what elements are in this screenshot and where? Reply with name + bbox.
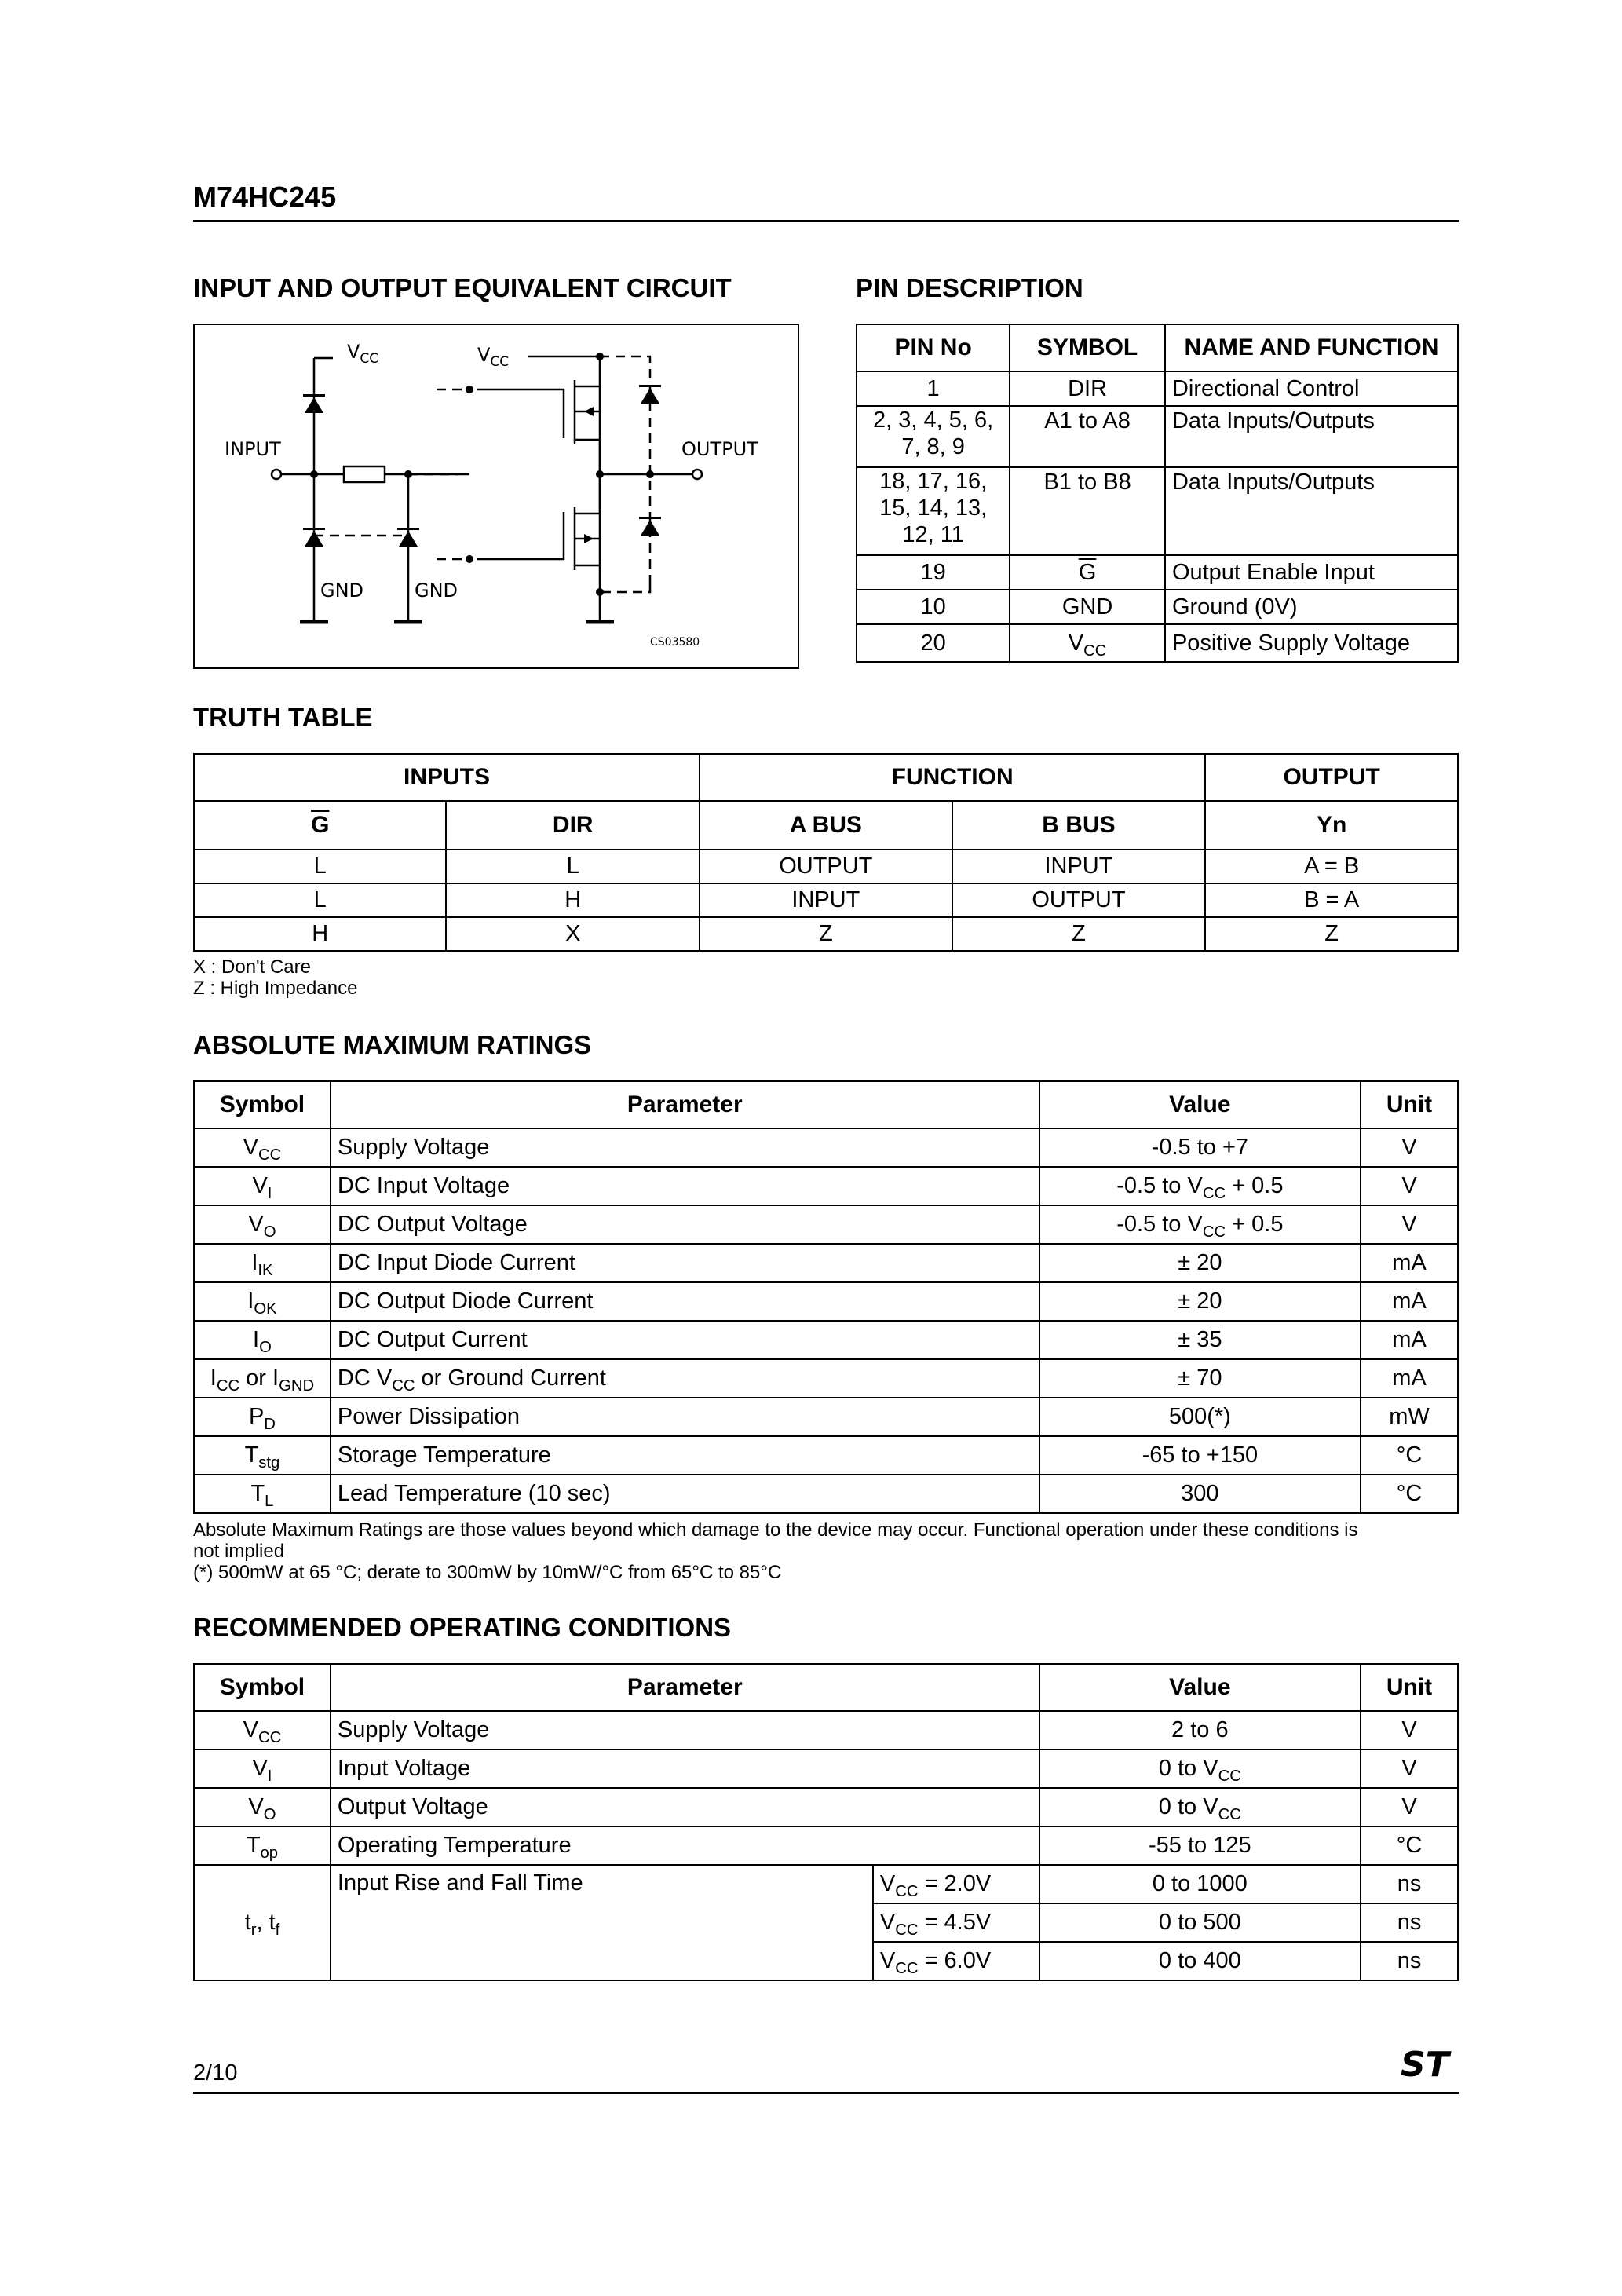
pin-function: Ground (0V) bbox=[1165, 590, 1458, 624]
a-bus-header: A BUS bbox=[700, 801, 952, 850]
table-row bbox=[857, 406, 1458, 467]
value-cell: ± 70 bbox=[1039, 1359, 1361, 1398]
table-row bbox=[194, 1167, 1458, 1205]
function-group: FUNCTION bbox=[700, 754, 1205, 801]
symbol-cell: $T_{op}$ bbox=[194, 1826, 331, 1865]
value-cell: -65 to +150 bbox=[1039, 1436, 1361, 1475]
parameter-header: Parameter bbox=[331, 1664, 1039, 1711]
table-cell: H bbox=[446, 883, 700, 917]
unit-cell: ns bbox=[1361, 1865, 1458, 1903]
table-row bbox=[194, 1398, 1458, 1436]
footer-rule bbox=[193, 2092, 1459, 2094]
value-cell: 0 to $V_{CC}$ bbox=[1039, 1749, 1361, 1788]
table-cell: OUTPUT bbox=[952, 883, 1206, 917]
parameter-cell: Supply Voltage bbox=[331, 1711, 1039, 1749]
table-cell: L bbox=[194, 850, 446, 883]
table-cell: INPUT bbox=[700, 883, 952, 917]
abs-max-note-2: not implied bbox=[193, 1541, 285, 1562]
input-label: INPUT bbox=[225, 438, 281, 460]
table-row bbox=[194, 1205, 1458, 1244]
symbol-cell: $V_{CC}$ bbox=[194, 1711, 331, 1749]
pin-function: Data Inputs/Outputs bbox=[1165, 467, 1458, 555]
abs-max-notes bbox=[193, 1519, 1459, 1583]
rec-op-header bbox=[194, 1664, 1458, 1711]
table-row bbox=[194, 850, 1458, 883]
abs-max-note-3: (*) 500mW at 65 °C; derate to 300mW by 10mW/°C from 65°C to 85°C bbox=[193, 1562, 782, 1583]
pin-number: 1 bbox=[857, 371, 1010, 406]
table-row bbox=[857, 590, 1458, 624]
page-number: 2/10 bbox=[193, 2060, 238, 2086]
pin-symbol: B1 to B8 bbox=[1010, 467, 1165, 555]
unit-cell: mW bbox=[1361, 1398, 1458, 1436]
truth-table bbox=[193, 753, 1459, 952]
condition-cell: $V_{CC} = 2.0V$ bbox=[873, 1865, 1039, 1903]
pin-function: Positive Supply Voltage bbox=[1165, 624, 1458, 662]
condition-cell: $V_{CC} = 4.5V$ bbox=[873, 1903, 1039, 1942]
header-rule bbox=[193, 220, 1459, 222]
pin-symbol: $V_{CC}$ bbox=[1010, 624, 1165, 662]
unit-cell: ns bbox=[1361, 1903, 1458, 1942]
value-cell: 300 bbox=[1039, 1475, 1361, 1513]
value-cell: -0.5 to $V_{CC} + 0.5$ bbox=[1039, 1167, 1361, 1205]
symbol-cell: $V_I$ bbox=[194, 1167, 331, 1205]
table-row bbox=[857, 555, 1458, 590]
value-cell: -0.5 to $V_{CC} + 0.5$ bbox=[1039, 1205, 1361, 1244]
pin-description-title: PIN DESCRIPTION bbox=[856, 273, 1083, 302]
table-cell: B = A bbox=[1205, 883, 1458, 917]
symbol-cell: $P_D$ bbox=[194, 1398, 331, 1436]
parameter-cell: Storage Temperature bbox=[331, 1436, 1039, 1475]
circuit-title: INPUT AND OUTPUT EQUIVALENT CIRCUIT bbox=[193, 273, 732, 302]
table-row bbox=[857, 371, 1458, 406]
unit-cell: mA bbox=[1361, 1321, 1458, 1359]
inputs-group: INPUTS bbox=[194, 754, 700, 801]
symbol-cell: $I_{CC}$ or $I_{GND}$ bbox=[194, 1359, 331, 1398]
value-header: Value bbox=[1039, 1664, 1361, 1711]
pin-symbol: GND bbox=[1010, 590, 1165, 624]
truth-group-header bbox=[194, 754, 1458, 801]
symbol-cell: $I_{IK}$ bbox=[194, 1244, 331, 1282]
pin-no-header: PIN No bbox=[857, 324, 1010, 371]
abs-max-title: ABSOLUTE MAXIMUM RATINGS bbox=[193, 1030, 592, 1059]
value-cell: 0 to 1000 bbox=[1039, 1865, 1361, 1903]
unit-cell: °C bbox=[1361, 1475, 1458, 1513]
pin-number: 2, 3, 4, 5, 6, 7, 8, 9 bbox=[857, 406, 1010, 467]
parameter-cell: Operating Temperature bbox=[331, 1826, 1039, 1865]
parameter-cell: Input Voltage bbox=[331, 1749, 1039, 1788]
symbol-cell: $I_O$ bbox=[194, 1321, 331, 1359]
table-row bbox=[194, 1475, 1458, 1513]
table-row bbox=[194, 1128, 1458, 1167]
table-cell: Z bbox=[1205, 917, 1458, 951]
table-row bbox=[194, 1865, 1458, 1903]
unit-cell: V bbox=[1361, 1167, 1458, 1205]
condition-cell: $V_{CC} = 6.0V$ bbox=[873, 1942, 1039, 1980]
symbol-header: Symbol bbox=[194, 1081, 331, 1128]
yn-header: Yn bbox=[1205, 801, 1458, 850]
table-cell: X bbox=[446, 917, 700, 951]
table-cell: L bbox=[446, 850, 700, 883]
unit-cell: ns bbox=[1361, 1942, 1458, 1980]
pin-description-table bbox=[856, 324, 1459, 663]
parameter-cell: Lead Temperature (10 sec) bbox=[331, 1475, 1039, 1513]
truth-notes bbox=[193, 956, 357, 999]
dir-header: DIR bbox=[446, 801, 700, 850]
pin-function: Data Inputs/Outputs bbox=[1165, 406, 1458, 467]
parameter-header: Parameter bbox=[331, 1081, 1039, 1128]
table-row bbox=[194, 917, 1458, 951]
circuit-code: CS03580 bbox=[650, 636, 700, 649]
table-row bbox=[194, 883, 1458, 917]
pin-function: Output Enable Input bbox=[1165, 555, 1458, 590]
truth-table-title: TRUTH TABLE bbox=[193, 703, 373, 732]
value-cell: -55 to 125 bbox=[1039, 1826, 1361, 1865]
unit-cell: °C bbox=[1361, 1436, 1458, 1475]
pin-number: 20 bbox=[857, 624, 1010, 662]
abs-max-header bbox=[194, 1081, 1458, 1128]
document-title: M74HC245 bbox=[193, 181, 337, 213]
unit-header: Unit bbox=[1361, 1081, 1458, 1128]
unit-cell: V bbox=[1361, 1711, 1458, 1749]
symbol-cell: $t_r$, $t_f$ bbox=[194, 1865, 331, 1980]
value-cell: ± 20 bbox=[1039, 1244, 1361, 1282]
parameter-cell: Input Rise and Fall Time bbox=[331, 1865, 873, 1980]
parameter-cell: DC $V_{CC}$ or Ground Current bbox=[331, 1359, 1039, 1398]
pin-number: 18, 17, 16, 15, 14, 13, 12, 11 bbox=[857, 467, 1010, 555]
table-row bbox=[194, 1282, 1458, 1321]
parameter-cell: DC Output Voltage bbox=[331, 1205, 1039, 1244]
value-cell: 0 to $V_{CC}$ bbox=[1039, 1788, 1361, 1826]
parameter-cell: Power Dissipation bbox=[331, 1398, 1039, 1436]
st-logo-icon bbox=[1399, 2045, 1459, 2081]
pin-table-header bbox=[857, 324, 1458, 371]
table-cell: INPUT bbox=[952, 850, 1206, 883]
svg-text:ST: ST bbox=[1401, 2045, 1449, 2081]
symbol-header: SYMBOL bbox=[1010, 324, 1165, 371]
parameter-cell: DC Output Current bbox=[331, 1321, 1039, 1359]
value-cell: 0 to 500 bbox=[1039, 1903, 1361, 1942]
symbol-header: Symbol bbox=[194, 1664, 331, 1711]
value-cell: ± 35 bbox=[1039, 1321, 1361, 1359]
table-row bbox=[194, 1244, 1458, 1282]
note-high-impedance: Z : High Impedance bbox=[193, 978, 358, 999]
truth-column-header bbox=[194, 801, 1458, 850]
table-row bbox=[194, 1788, 1458, 1826]
abs-max-table bbox=[193, 1080, 1459, 1514]
equivalent-circuit-diagram bbox=[193, 324, 799, 669]
function-header: NAME AND FUNCTION bbox=[1165, 324, 1458, 371]
unit-cell: mA bbox=[1361, 1359, 1458, 1398]
output-label: OUTPUT bbox=[681, 438, 758, 460]
symbol-cell: $I_{OK}$ bbox=[194, 1282, 331, 1321]
pin-number: 10 bbox=[857, 590, 1010, 624]
parameter-cell: DC Input Diode Current bbox=[331, 1244, 1039, 1282]
pin-symbol: DIR bbox=[1010, 371, 1165, 406]
pin-number: 19 bbox=[857, 555, 1010, 590]
table-cell: A = B bbox=[1205, 850, 1458, 883]
table-cell: H bbox=[194, 917, 446, 951]
unit-cell: mA bbox=[1361, 1244, 1458, 1282]
unit-cell: V bbox=[1361, 1788, 1458, 1826]
vcc-label-left: $V_{CC}$ bbox=[347, 341, 379, 367]
symbol-cell: $V_{CC}$ bbox=[194, 1128, 331, 1167]
st-logo bbox=[1399, 2045, 1459, 2081]
table-cell: Z bbox=[700, 917, 952, 951]
pin-function: Directional Control bbox=[1165, 371, 1458, 406]
pin-symbol: A1 to A8 bbox=[1010, 406, 1165, 467]
symbol-cell: $T_{stg}$ bbox=[194, 1436, 331, 1475]
parameter-cell: Output Voltage bbox=[331, 1788, 1039, 1826]
circuit-schematic bbox=[195, 325, 798, 667]
table-cell: OUTPUT bbox=[700, 850, 952, 883]
parameter-cell: DC Input Voltage bbox=[331, 1167, 1039, 1205]
unit-cell: V bbox=[1361, 1205, 1458, 1244]
symbol-cell: $V_O$ bbox=[194, 1788, 331, 1826]
unit-header: Unit bbox=[1361, 1664, 1458, 1711]
table-row bbox=[194, 1749, 1458, 1788]
value-cell: -0.5 to +7 bbox=[1039, 1128, 1361, 1167]
parameter-cell: Supply Voltage bbox=[331, 1128, 1039, 1167]
table-row bbox=[194, 1321, 1458, 1359]
symbol-cell: $V_I$ bbox=[194, 1749, 331, 1788]
table-row bbox=[857, 624, 1458, 662]
table-row bbox=[194, 1359, 1458, 1398]
value-cell: 500(*) bbox=[1039, 1398, 1361, 1436]
g-header: $\overline{G}$ bbox=[194, 801, 446, 850]
value-header: Value bbox=[1039, 1081, 1361, 1128]
vcc-label-right: $V_{CC}$ bbox=[477, 344, 510, 370]
value-cell: 2 to 6 bbox=[1039, 1711, 1361, 1749]
rec-op-title: RECOMMENDED OPERATING CONDITIONS bbox=[193, 1613, 732, 1642]
table-row bbox=[194, 1826, 1458, 1865]
table-cell: L bbox=[194, 883, 446, 917]
unit-cell: °C bbox=[1361, 1826, 1458, 1865]
table-row bbox=[857, 467, 1458, 555]
table-cell: Z bbox=[952, 917, 1206, 951]
symbol-cell: $V_O$ bbox=[194, 1205, 331, 1244]
value-cell: ± 20 bbox=[1039, 1282, 1361, 1321]
unit-cell: V bbox=[1361, 1749, 1458, 1788]
rec-op-table bbox=[193, 1663, 1459, 1981]
abs-max-note-1: Absolute Maximum Ratings are those values beyond which damage to the device may occur. Functional operation under these conditions is bbox=[193, 1519, 1358, 1541]
output-group: OUTPUT bbox=[1205, 754, 1458, 801]
unit-cell: V bbox=[1361, 1128, 1458, 1167]
pin-symbol: $\overline{G}$ bbox=[1010, 555, 1165, 590]
gnd-label-2: GND bbox=[415, 579, 458, 601]
symbol-cell: $T_L$ bbox=[194, 1475, 331, 1513]
table-row bbox=[194, 1711, 1458, 1749]
parameter-cell: DC Output Diode Current bbox=[331, 1282, 1039, 1321]
note-dont-care: X : Don't Care bbox=[193, 956, 311, 978]
table-row bbox=[194, 1436, 1458, 1475]
b-bus-header: B BUS bbox=[952, 801, 1206, 850]
gnd-label-1: GND bbox=[320, 579, 364, 601]
value-cell: 0 to 400 bbox=[1039, 1942, 1361, 1980]
unit-cell: mA bbox=[1361, 1282, 1458, 1321]
